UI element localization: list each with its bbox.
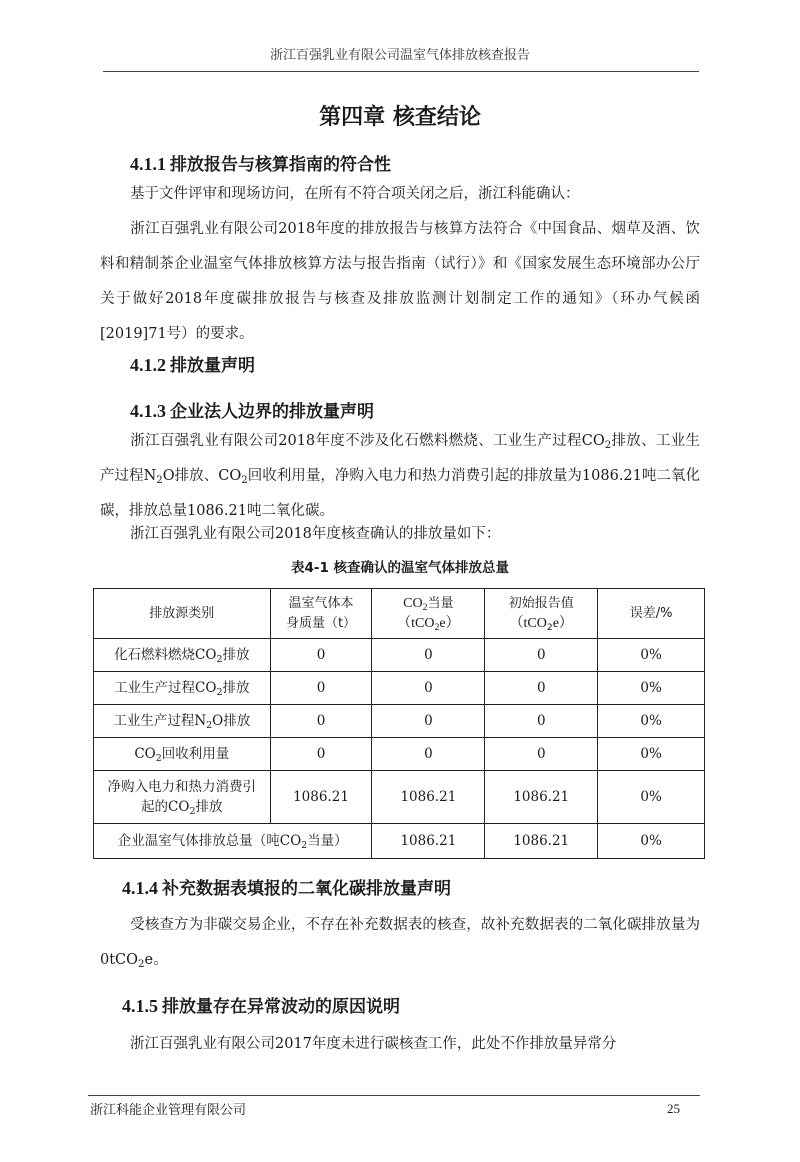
initial-cell: 1086.21 [485,824,598,859]
section-heading-4-1-3 [130,397,374,422]
row-label [94,705,271,738]
co2e-cell: 1086.21 [372,824,485,859]
error-cell: 0% [598,705,705,738]
initial-cell: 0 [485,672,598,705]
table-row [94,705,705,738]
label-text: 企业温室气体排放总量（吨CO [117,833,302,849]
table-row [94,639,705,672]
header-text: 温室气体本 [288,595,354,611]
paragraph-text: 浙江百强乳业有限公司2018年度核查确认的排放量如下： [130,526,501,542]
section-number: 4.1.5 [122,996,158,1016]
subscript: 2 [216,654,223,665]
subscript: 2 [604,440,612,451]
error-cell: 0% [598,771,705,824]
co2e-cell: 0 [372,705,485,738]
paragraph [100,212,700,352]
table-caption: 表4-1 核查确认的温室气体排放总量 [290,560,510,576]
label-text: 化石燃料燃烧CO [114,647,217,663]
co2e-cell: 0 [372,738,485,771]
label-text: 排放 [222,647,250,663]
paragraph [100,519,700,549]
mass-cell: 0 [270,639,372,672]
section-heading-4-1-2 [130,351,255,376]
header-text: 当量 [427,595,454,611]
mass-cell: 0 [270,738,372,771]
subscript: 2 [155,753,162,764]
error-cell: 0% [598,738,705,771]
subscript: 2 [422,601,428,613]
paragraph [100,424,700,529]
paragraph-text: 浙江百强乳业有限公司2017年度未进行碳核查工作，此处不作排放量异常分 [130,1036,617,1052]
header-text: 初始报告值 [508,595,574,611]
section-number: 4.1.4 [122,878,158,898]
subscript: 2 [189,806,196,817]
header-cell [372,589,485,639]
subscript: 2 [216,687,223,698]
co2e-cell: 0 [372,672,485,705]
paragraph [100,1027,700,1062]
section-title: 补充数据表填报的二氧化碳排放量声明 [162,879,451,899]
subscript: 2 [206,720,213,731]
label-text: CO [134,746,156,762]
header-cell: 排放源类别 [94,589,271,639]
paragraph-text: 回收利用量，净购入电力和热力消费引起的排放量为1086.21吨二氧化碳，排放总量1086.21吨二氧化碳。 [100,468,700,519]
initial-cell: 1086.21 [485,771,598,824]
table-row [94,672,705,705]
table-total-row [94,824,705,859]
subscript: 2 [241,475,248,486]
paragraph-text: 浙江百强乳业有限公司2018年度不涉及化石燃料燃烧、工业生产过程CO [130,433,605,449]
error-cell: 0% [598,824,705,859]
table-row [94,738,705,771]
paragraph-text: O排放、CO [162,468,242,484]
paragraph [100,908,700,978]
subscript: 2 [301,840,308,851]
section-title: 排放量声明 [170,356,255,376]
header-cell: 误差/% [598,589,705,639]
mass-cell: 0 [270,705,372,738]
co2e-cell: 1086.21 [372,771,485,824]
section-title: 排放报告与核算指南的符合性 [170,155,391,175]
label-text: 当量） [307,833,348,849]
row-label [94,738,271,771]
section-heading-4-1-4 [122,874,451,899]
paragraph-text: 受核查方为非碳交易企业，不存在补充数据表的核查，故补充数据表的二氧化碳排放量为0tCO [100,917,700,968]
header-text: 身质量（t） [285,615,357,631]
header-rule [103,71,699,72]
header-text: CO [403,595,423,611]
paragraph-text: 浙江百强乳业有限公司2018年度的排放报告与核算方法符合《中国食品、烟草及酒、饮料和精制茶企业温室气体排放核算方法与报告指南（试行）》和《国家发展生态环境部办公厅关于做好2018年度碳排放报告与核查及排放监测计划制定工作的通知》（环办气候函[2019]71号）的要求。 [100,221,700,342]
total-label [94,824,372,859]
header-text: （tCO [397,615,435,631]
paragraph [100,177,700,212]
table-header-row [94,589,705,639]
subscript: 2 [434,621,440,633]
subscript: 2 [156,475,163,486]
error-cell: 0% [598,639,705,672]
label-text: 工业生产过程N [113,713,207,729]
row-label [94,639,271,672]
header-cell [485,589,598,639]
paragraph-text: 排放、工业生产过程N [100,433,700,484]
emissions-table [93,588,705,859]
initial-cell: 0 [485,705,598,738]
label-text: 排放 [195,799,223,815]
error-cell: 0% [598,672,705,705]
header-text: e） [439,615,460,631]
label-text: 净购入电力和热力消费引 [107,779,257,795]
chapter-title: 第四章 核查结论 [319,105,481,130]
running-header: 浙江百强乳业有限公司温室气体排放核查报告 [269,48,530,63]
section-heading-4-1-5 [122,992,400,1017]
initial-cell: 0 [485,738,598,771]
paragraph-text: e。 [144,952,168,968]
section-title: 排放量存在异常波动的原因说明 [162,997,400,1017]
table-row [94,771,705,824]
section-number: 4.1.1 [130,154,166,174]
subscript: 2 [546,622,553,633]
footer-rule [88,1095,700,1096]
label-text: O排放 [212,713,251,729]
section-heading-4-1-1 [130,150,391,175]
mass-cell: 1086.21 [270,771,372,824]
row-label [94,672,271,705]
row-label [94,771,271,824]
label-text: 排放 [222,680,250,696]
header-text: （tCO [509,615,547,631]
header-cell [270,589,372,639]
label-text: 工业生产过程CO [114,680,217,696]
page-number: 25 [667,1101,680,1116]
section-number: 4.1.2 [130,355,166,375]
header-text: e） [552,615,573,631]
section-number: 4.1.3 [130,401,166,421]
footer-company: 浙江科能企业管理有限公司 [90,1103,247,1118]
section-title: 企业法人边界的排放量声明 [170,402,374,422]
label-text: 回收利用量 [161,746,230,762]
subscript: 2 [138,959,145,970]
paragraph-text: 基于文件评审和现场访问，在所有不符合项关闭之后，浙江科能确认： [130,186,580,202]
label-text: 起的CO [141,799,190,815]
initial-cell: 0 [485,639,598,672]
co2e-cell: 0 [372,639,485,672]
mass-cell: 0 [270,672,372,705]
